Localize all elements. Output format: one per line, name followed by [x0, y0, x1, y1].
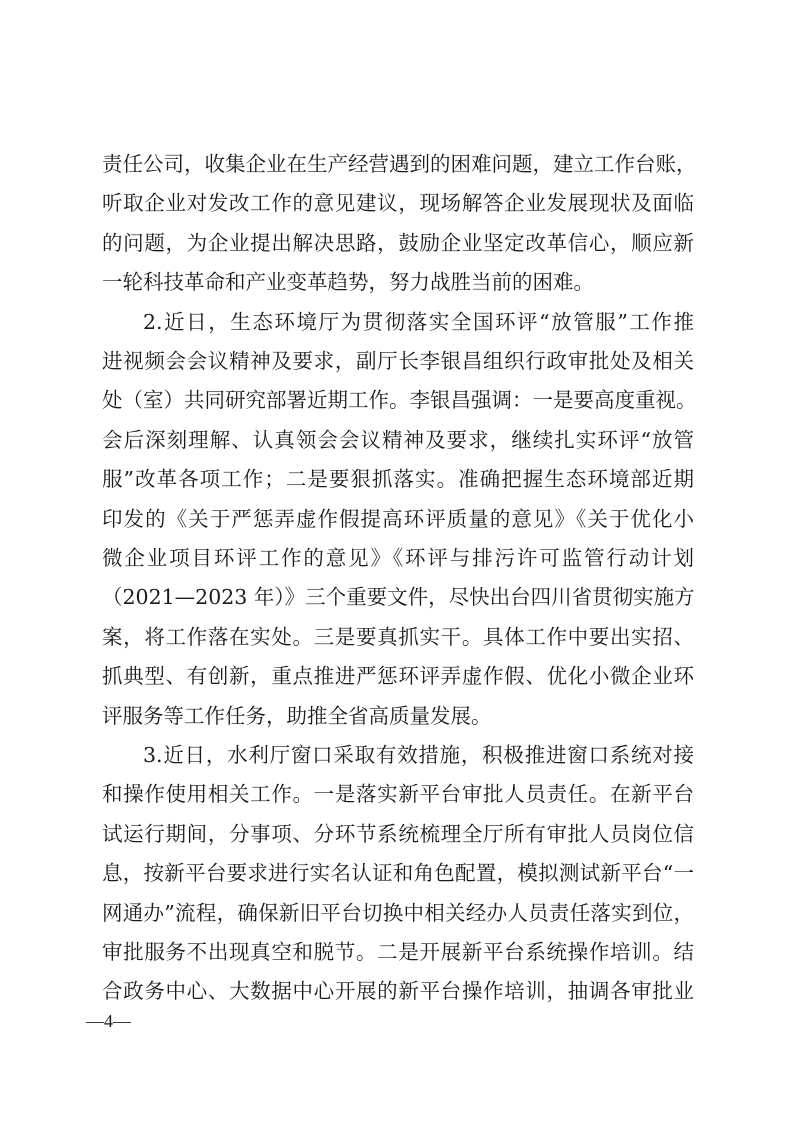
- text-line-15: 评服务等工作任务，助推全省高质量发展。: [102, 703, 492, 728]
- text-line-3: 的问题，为企业提出解决思路，鼓励企业坚定改革信心，顺应新: [102, 230, 694, 255]
- text-line-9: 服”改革各项工作；二是要狠抓落实。准确把握生态环境部近期: [102, 467, 694, 492]
- text-line-1: 责任公司，收集企业在生产经营遇到的困难问题，建立工作台账，: [102, 152, 697, 176]
- paragraph-2-first-line: 2.近日，生态环境厅为贯彻落实全国环评“放管服”工作推: [143, 309, 694, 334]
- text-line-10: 印发的《关于严惩弄虚作假提高环评质量的意见》《关于优化小: [102, 506, 694, 531]
- text-line-18: 试运行期间，分事项、分环节系统梳理全厅所有审批人员岗位信: [102, 821, 694, 846]
- text-line-8: 会后深刻理解、认真领会会议精神及要求，继续扎实环评“放管: [102, 427, 694, 452]
- text-line-2: 听取企业对发改工作的意见建议，现场解答企业发展现状及面临: [102, 191, 694, 216]
- paragraph-3-first-line: 3.近日，水利厅窗口采取有效措施，积极推进窗口系统对接: [143, 743, 694, 767]
- text-line-20: 网通办”流程，确保新旧平台切换中相关经办人员责任落实到位，: [102, 900, 694, 925]
- text-line-7: 处（室）共同研究部署近期工作。李银昌强调：一是要高度重视。: [102, 388, 697, 413]
- text-line-19: 息，按新平台要求进行实名认证和角色配置，模拟测试新平台“一: [102, 861, 694, 886]
- text-line-21: 审批服务不出现真空和脱节。二是开展新平台系统操作培训。结: [102, 940, 694, 964]
- text-line-12: （2021—2023 年）》三个重要文件，尽快出台四川省贯彻实施方: [102, 585, 695, 610]
- text-line-6: 进视频会会议精神及要求，副厅长李银昌组织行政审批处及相关: [102, 349, 694, 373]
- text-line-4: 一轮科技革命和产业变革趋势，努力战胜当前的困难。: [102, 270, 594, 295]
- text-line-14: 抓典型、有创新，重点推进严惩环评弄虚作假、优化小微企业环: [102, 664, 694, 689]
- text-line-22: 合政务中心、大数据中心开展的新平台操作培训，抽调各审批业: [102, 979, 694, 1004]
- page-number: —4—: [86, 1010, 131, 1031]
- text-line-11: 微企业项目环评工作的意见》《环评与排污许可监管行动计划: [102, 546, 694, 570]
- text-line-13: 案，将工作落在实处。三是要真抓实干。具体工作中要出实招、: [102, 624, 694, 649]
- text-line-17: 和操作使用相关工作。一是落实新平台审批人员责任。在新平台: [102, 782, 694, 807]
